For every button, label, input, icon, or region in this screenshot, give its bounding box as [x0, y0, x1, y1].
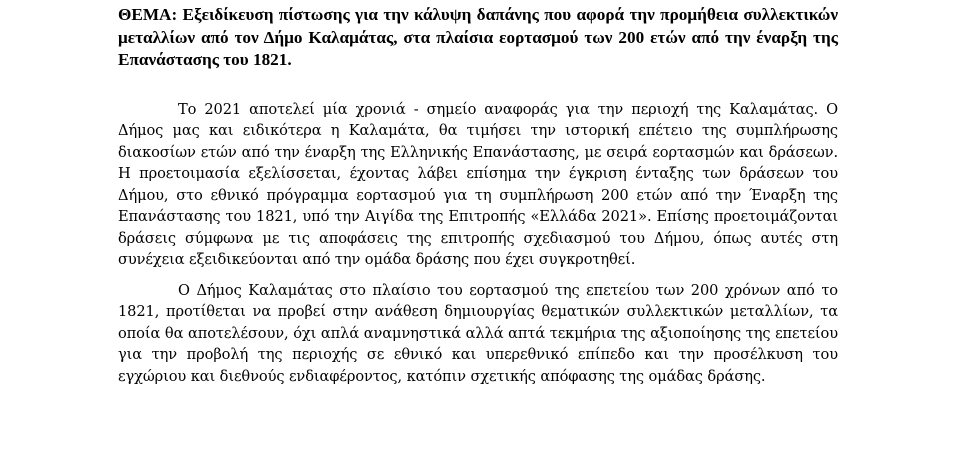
body-paragraph-2: Ο Δήμος Καλαμάτας στο πλαίσιο του εορτασμού της επετείου των 200 χρόνων από το 1821, προτίθεται να προβεί στην ανάθεση δημιουργίας θεματικών συλλεκτικών μεταλλίων, τα οποία θα αποτελέσουν, όχι απλά αναμνηστικά αλλά απτά τεκμήρια της αξιοποίησης της επετείου για την προβολή της περιοχής σε εθνικό και υπερεθνικό επίπεδο και την προσέλκυση του εγχώριου και διεθνούς ενδιαφέροντος, κατόπιν σχετικής απόφασης της ομάδας δράσης.: [118, 281, 838, 385]
subject-heading: ΘΕΜΑ: Εξειδίκευση πίστωσης για την κάλυψη δαπάνης που αφορά την προμήθεια συλλεκτικών μεταλλίων από τον Δήμο Καλαμάτας, στα πλαίσια εορτασμού των 200 ετών από την έναρξη της Επανάστασης του 1821.: [118, 5, 838, 69]
document-page: [118, 0, 838, 387]
body-paragraph-1: Το 2021 αποτελεί μία χρονιά - σημείο αναφοράς για την περιοχή της Καλαμάτας. Ο Δήμος μας και ειδικότερα η Καλαμάτα, θα τιμήσει την ιστορική επέτειο της συμπλήρωσης διακοσίων ετών από την έναρξη της Ελληνικής Επανάστασης, με σειρά εορτασμών και δράσεων. Η προετοιμασία εξελίσσεται, έχοντας λάβει επίσημα την έγκριση ένταξης των δράσεων του Δήμου, στο εθνικό πρόγραμμα εορτασμού για τη συμπλήρωση 200 ετών από την Έναρξη της Επανάστασης του 1821, υπό την Αιγίδα της Επιτροπής «Ελλάδα 2021». Επίσης προετοιμάζονται δράσεις σύμφωνα με τις αποφάσεις της επιτροπής σχεδιασμού του Δήμου, όπως αυτές στη συνέχεια εξειδικεύονται από την ομάδα δράσης που έχει συγκροτηθεί.: [118, 100, 838, 268]
